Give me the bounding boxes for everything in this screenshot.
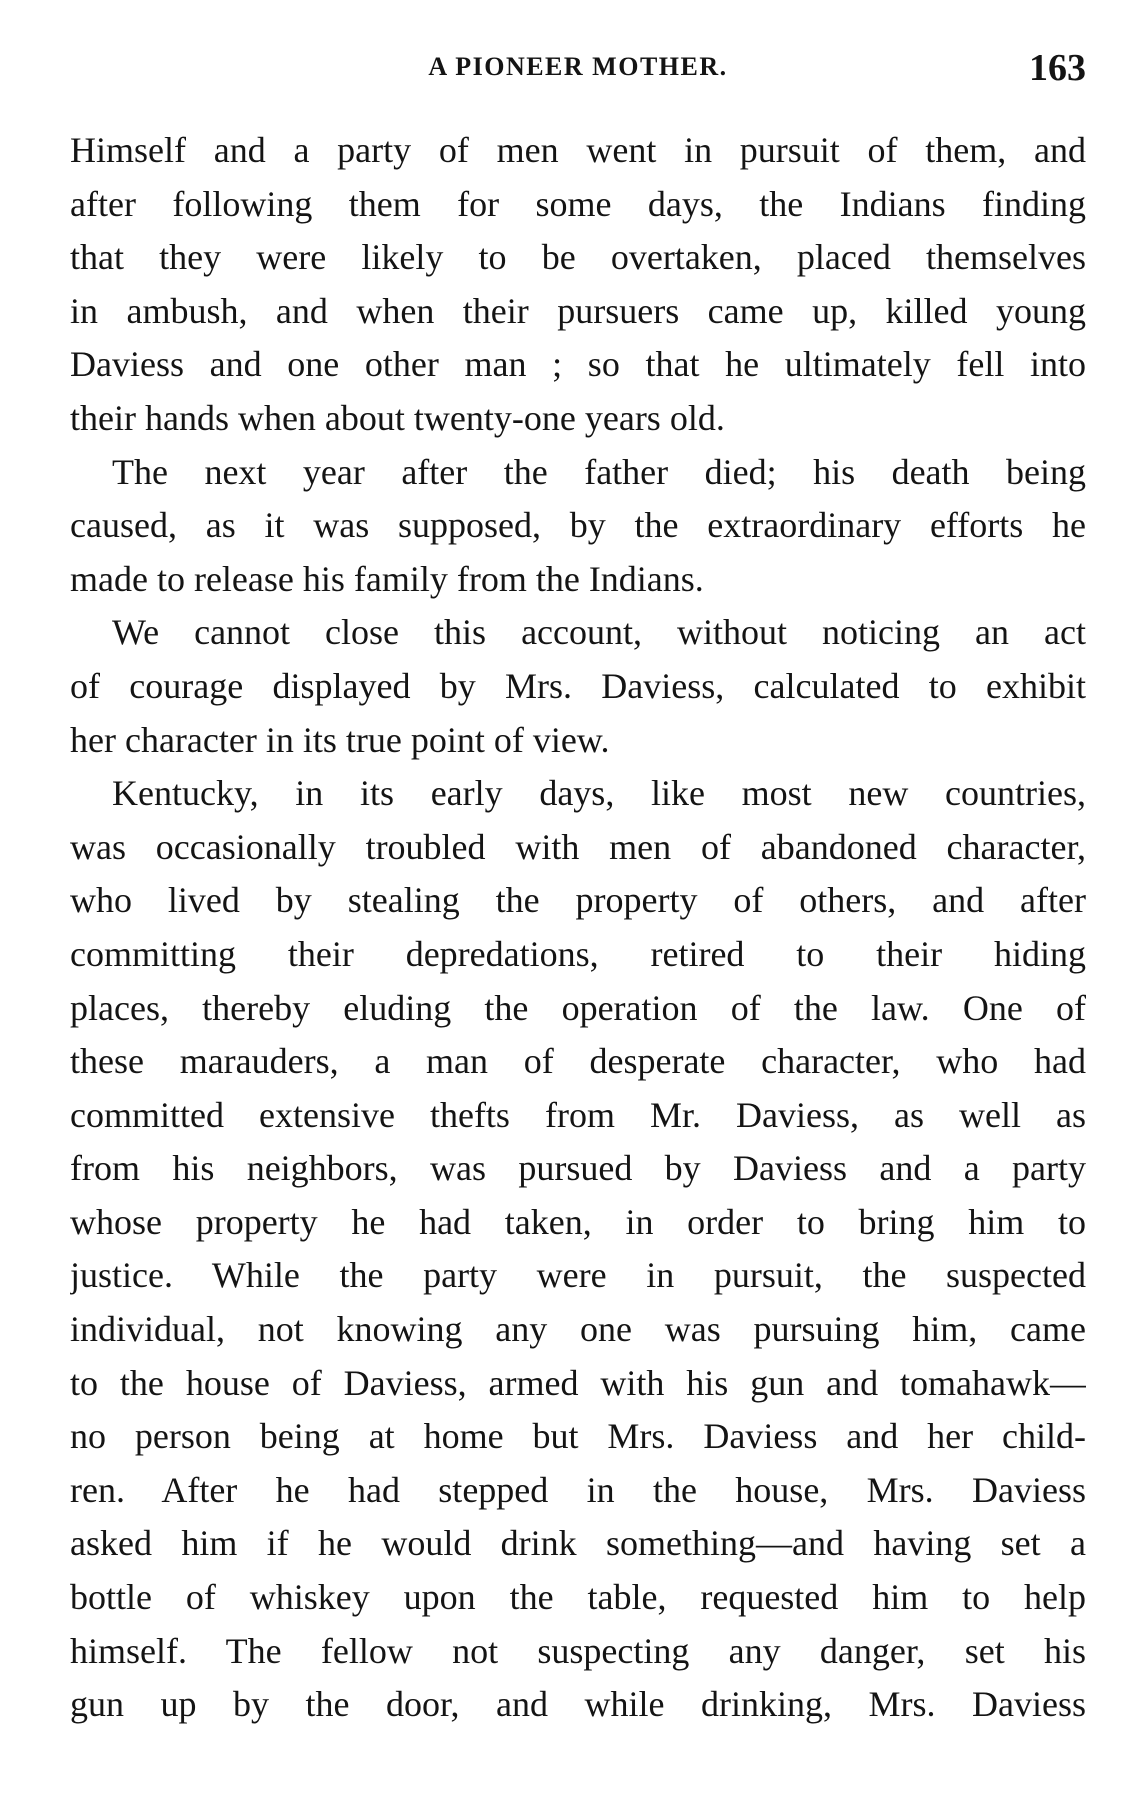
text-line: caused, as it was supposed, by the extraordinary efforts he [70,505,1086,546]
text-line: was occasionally troubled with men of abandoned character, [70,826,1086,867]
text-line: these marauders, a man of desperate character, who had [70,1041,1086,1082]
text-line: The next year after the father died; his death being [112,451,1086,492]
text-line: of courage displayed by Mrs. Daviess, calculated to exhibit [70,665,1086,706]
text-line: made to release his family from the Indians. [70,558,704,599]
text-line: gun up by the door, and while drinking, Mrs. Daviess [70,1684,1086,1725]
text-line: justice. While the party were in pursuit, the suspected [70,1255,1086,1296]
text-line: from his neighbors, was pursued by Daviess and a party [70,1148,1086,1189]
text-line: who lived by stealing the property of others, and after [70,880,1086,921]
text-line: Daviess and one other man ; so that he ultimately fell into [70,344,1086,385]
text-line: places, thereby eluding the operation of the law. One of [70,987,1086,1028]
text-line: Kentucky, in its early days, like most new countries, [112,773,1086,814]
text-line: whose property he had taken, in order to bring him to [70,1201,1086,1242]
text-line: committed extensive thefts from Mr. Daviess, as well as [70,1094,1086,1135]
text-line: no person being at home but Mrs. Daviess and her child- [70,1416,1086,1457]
text-line: ren. After he had stepped in the house, Mrs. Daviess [70,1469,1086,1510]
text-line: himself. The fellow not suspecting any danger, set his [70,1630,1086,1671]
text-line: individual, not knowing any one was pursuing him, came [70,1309,1086,1350]
text-line: her character in its true point of view. [70,719,610,760]
text-line: in ambush, and when their pursuers came up, killed young [70,290,1086,331]
text-line: We cannot close this account, without noticing an act [112,612,1086,653]
text-line: their hands when about twenty-one years old. [70,397,725,438]
page-header [70,47,1086,92]
text-line: bottle of whiskey upon the table, requested him to help [70,1577,1086,1618]
text-line: after following them for some days, the Indians finding [70,183,1086,224]
page-number: 163 [1029,47,1086,89]
text-line: that they were likely to be overtaken, placed themselves [70,237,1086,278]
text-line: committing their depredations, retired to their hiding [70,933,1086,974]
running-head: A PIONEER MOTHER. [428,52,728,81]
body-text [70,124,1086,1732]
text-line: to the house of Daviess, armed with his gun and tomahawk— [70,1362,1086,1403]
text-line: asked him if he would drink something—and having set a [70,1523,1086,1564]
text-line: Himself and a party of men went in pursuit of them, and [70,130,1086,170]
